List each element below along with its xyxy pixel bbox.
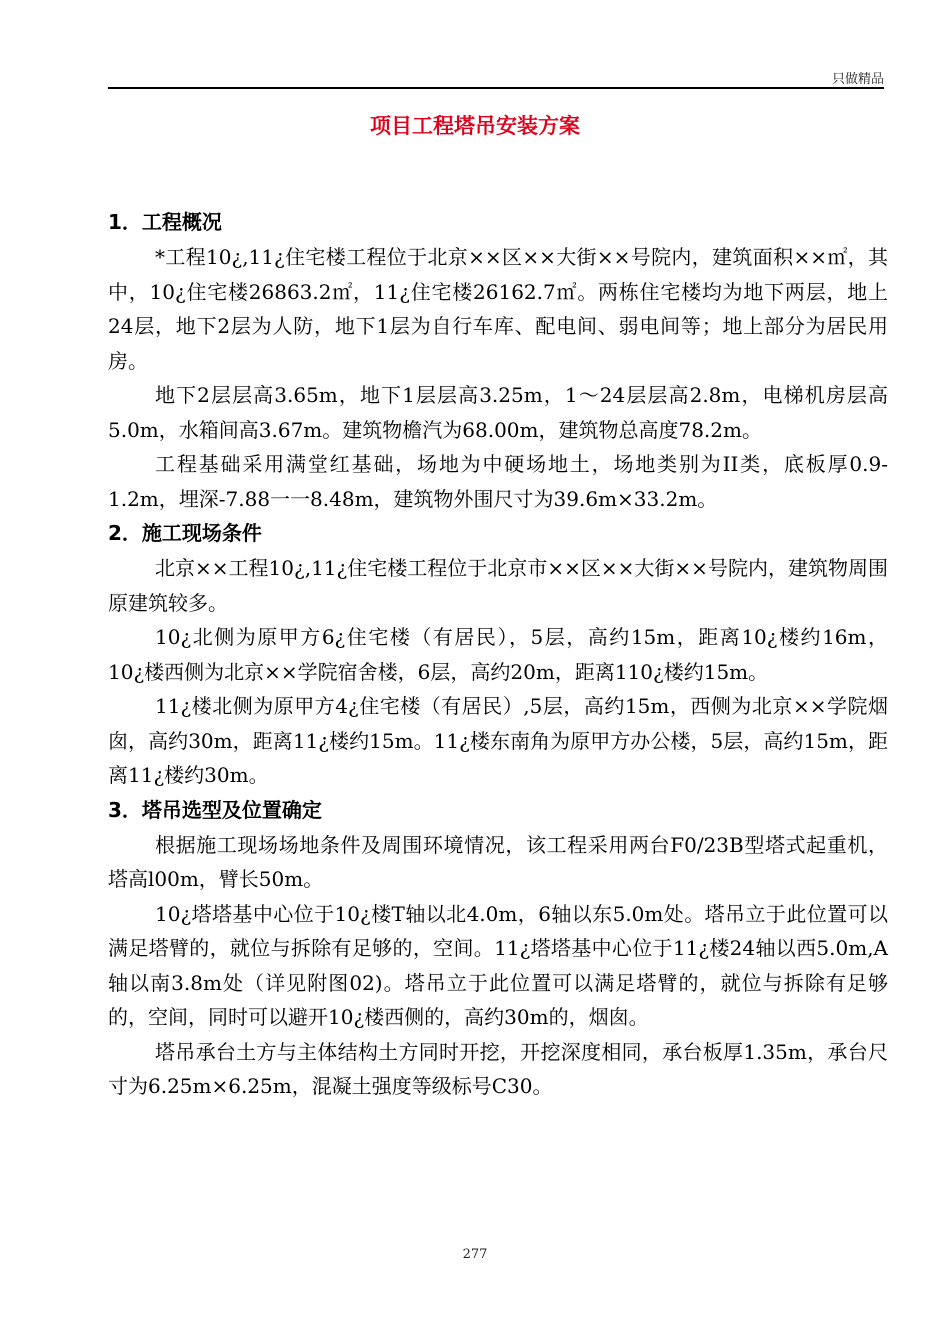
- section-heading-1: 1．工程概况: [108, 210, 222, 234]
- document-title: 项目工程塔吊安装方案: [370, 114, 580, 138]
- paragraph: 工程基础采用满堂红基础，场地为中硬场地土，场地类别为II类，底板厚0.9-1.2m，埋深-7.88一一8.48m，建筑物外围尺寸为39.6m×33.2m。: [108, 452, 888, 511]
- paragraph: 11¿楼北侧为原甲方4¿住宅楼（有居民）,5层，高约15m，西侧为北京××学院烟囱，高约30m，距离11¿楼约15m。11¿楼东南角为原甲方办公楼，5层，高约15m，距离11¿楼约30m。: [108, 694, 888, 787]
- header-note: 只做精品: [831, 72, 884, 87]
- paragraph: 10¿北侧为原甲方6¿住宅楼（有居民），5层，高约15m，距离10¿楼约16m，10¿楼西侧为北京××学院宿舍楼，6层，高约20m，距离110¿楼约15m。: [108, 625, 888, 684]
- header-rule: [108, 87, 884, 89]
- paragraph: 地下2层层高3.65m，地下1层层高3.25m，1～24层层高2.8m，电梯机房层高5.0m，水箱间高3.67m。建筑物檐汽为68.00m，建筑物总高度78.2m。: [108, 383, 888, 442]
- paragraph: 北京××工程10¿,11¿住宅楼工程位于北京市××区××大街××号院内，建筑物周围原建筑较多。: [108, 556, 888, 615]
- paragraph: 10¿塔塔基中心位于10¿楼T轴以北4.0m，6轴以东5.0m处。塔吊立于此位置可以满足塔臂的，就位与拆除有足够的，空间。11¿塔塔基中心位于11¿楼24轴以西5.0m,A轴以南3.8m处（详见附图02)。塔吊立于此位置可以满足塔臂的，就位与拆除有足够的，空间，同时可以避开10¿楼西侧的，高约30m的，烟囱。: [108, 901, 888, 1029]
- paragraph: 根据施工现场场地条件及周围环境情况，该工程采用两台F0/23B型塔式起重机，塔高l00m，臂长50m。: [108, 832, 888, 891]
- paragraph: *工程10¿,11¿住宅楼工程位于北京××区××大街××号院内，建筑面积××㎡，其中，10¿住宅楼26863.2㎡，11¿住宅楼26162.7㎡。两栋住宅楼均为地下两层，地上24层，地下2层为人防，地下1层为自行车库、配电间、弱电间等；地上部分为居民用房。: [108, 245, 888, 373]
- section-heading-3: 3．塔吊选型及位置确定: [108, 797, 322, 822]
- paragraph: 塔吊承台土方与主体结构土方同时开挖，开挖深度相同，承台板厚1.35m，承台尺寸为6.25m×6.25m，混凝土强度等级标号C30。: [108, 1039, 888, 1098]
- document-body: [108, 205, 888, 1104]
- section-heading-2: 2．施工现场条件: [108, 521, 262, 545]
- page-number: 277: [462, 1247, 488, 1262]
